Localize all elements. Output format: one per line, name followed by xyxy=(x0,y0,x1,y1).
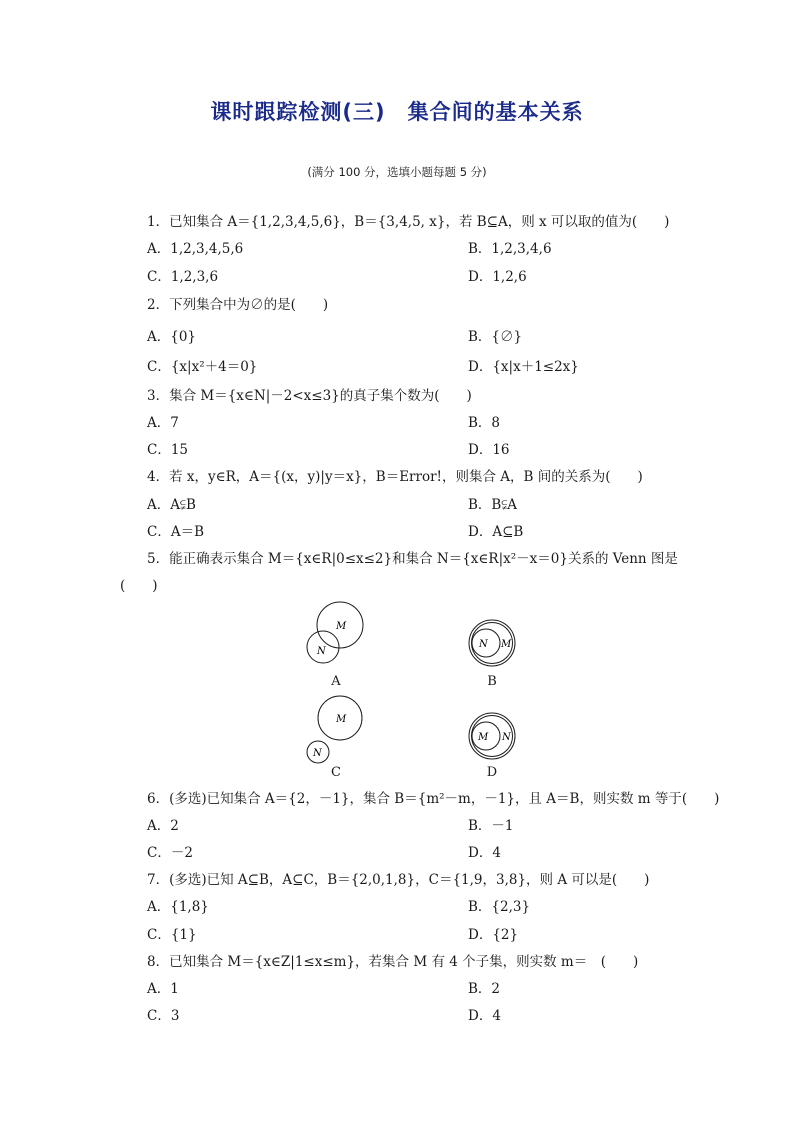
venn-diagram-c xyxy=(300,694,380,766)
question-1-option-d: D．1,2,6 xyxy=(468,269,527,285)
question-4-option-c: C．A＝B xyxy=(147,524,204,540)
question-8-option-a: A．1 xyxy=(147,981,179,997)
venn-d-label-n: N xyxy=(502,732,511,743)
question-6-option-b: B．－1 xyxy=(468,818,514,834)
question-2-stem: 2．下列集合中为∅的是( ) xyxy=(147,297,329,313)
question-1-stem: 1．已知集合 A＝{1,2,3,4,5,6}，B＝{3,4,5, x}，若 B⊆A，则 x 可以取的值为( ) xyxy=(147,214,670,230)
question-5-stem: 5．能正确表示集合 M＝{x∈R|0≤x≤2}和集合 N＝{x∈R|x²－x＝0}关系的 Venn 图是 xyxy=(147,551,678,567)
venn-label-d: D xyxy=(486,765,498,780)
score-note: (满分 100 分，选填小题每题 5 分) xyxy=(307,165,487,179)
question-5-answer-blank: ( ) xyxy=(120,578,158,594)
venn-d-label-m: M xyxy=(478,732,489,743)
question-7-option-b: B．{2,3} xyxy=(468,899,531,915)
question-6-option-c: C．－2 xyxy=(147,845,193,861)
venn-label-c: C xyxy=(331,765,341,780)
question-4-stem: 4．若 x，y∈R，A＝{(x，y)|y＝x}，B＝Error!，则集合 A，B 间的关系为( ) xyxy=(147,469,643,485)
question-1-option-b: B．1,2,3,4,6 xyxy=(468,241,552,257)
question-2-option-c: C．{x|x²＋4＝0} xyxy=(147,359,258,375)
question-6-option-d: D．4 xyxy=(468,845,501,861)
question-8-option-d: D．4 xyxy=(468,1008,501,1024)
question-6-stem: 6．(多选)已知集合 A＝{2，－1}，集合 B＝{m²－m，－1}，且 A＝B，则实数 m 等于( ) xyxy=(147,791,720,807)
venn-a-label-m: M xyxy=(336,621,347,632)
venn-b-label-m: M xyxy=(501,639,512,650)
title-part2: 集合间的基本关系 xyxy=(407,100,584,124)
question-3-option-b: B．8 xyxy=(468,415,501,431)
venn-diagram-b xyxy=(458,618,528,670)
question-1-option-a: A．1,2,3,4,5,6 xyxy=(147,241,244,257)
venn-c-label-n: N xyxy=(313,748,322,759)
question-8-option-b: B．2 xyxy=(468,981,501,997)
question-3-stem: 3．集合 M＝{x∈N|－2<x≤3}的真子集个数为( ) xyxy=(147,388,472,404)
question-4-option-b: B．B⫋A xyxy=(468,497,518,513)
page-title xyxy=(0,96,794,126)
venn-diagram-a xyxy=(300,596,380,670)
venn-b-label-n: N xyxy=(479,639,488,650)
question-3-option-d: D．16 xyxy=(468,442,510,458)
question-7-option-a: A．{1,8} xyxy=(147,899,209,915)
venn-c-label-m: M xyxy=(336,714,347,725)
question-3-option-a: A．7 xyxy=(147,415,179,431)
venn-label-a: A xyxy=(331,674,341,689)
question-7-stem: 7．(多选)已知 A⊆B，A⊆C，B＝{2,0,1,8}，C＝{1,9，3,8}，则 A 可以是( ) xyxy=(147,872,650,888)
venn-diagram-d xyxy=(458,710,528,762)
venn-label-b: B xyxy=(487,674,497,689)
question-2-option-b: B．{∅} xyxy=(468,329,523,345)
question-2-option-a: A．{0} xyxy=(147,329,197,345)
title-part1: 课时跟踪检测(三) xyxy=(210,100,386,124)
question-7-option-d: D．{2} xyxy=(468,927,519,943)
question-6-option-a: A．2 xyxy=(147,818,179,834)
question-8-option-c: C．3 xyxy=(147,1008,180,1024)
question-7-option-c: C．{1} xyxy=(147,927,197,943)
venn-a-label-n: N xyxy=(317,646,326,657)
question-4-option-a: A．A⫋B xyxy=(147,497,196,513)
question-8-stem: 8．已知集合 M＝{x∈Z|1≤x≤m}，若集合 M 有 4 个子集，则实数 m＝ ( ) xyxy=(147,954,639,970)
question-2-option-d: D．{x|x＋1≤2x} xyxy=(468,359,579,375)
question-4-option-d: D．A⊆B xyxy=(468,524,524,540)
question-3-option-c: C．15 xyxy=(147,442,189,458)
question-1-option-c: C．1,2,3,6 xyxy=(147,269,219,285)
